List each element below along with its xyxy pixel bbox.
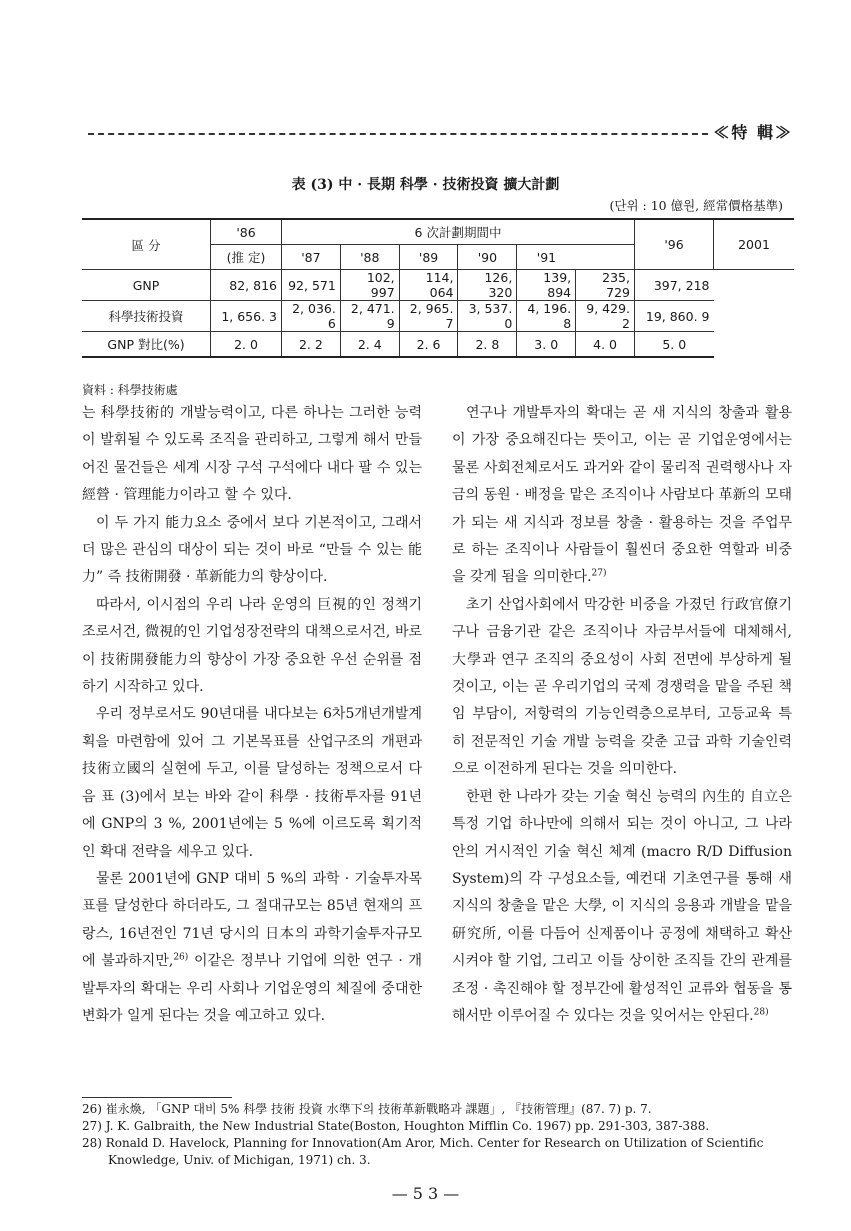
table-cell: 235, 729: [576, 270, 635, 301]
footnotes: [82, 1101, 794, 1169]
header-y87: '87: [282, 245, 341, 270]
right-column: [452, 400, 792, 1030]
table-source: 資料 : 科學技術處: [82, 383, 178, 397]
table-cell: 2, 965. 7: [399, 301, 458, 332]
table-header-row: [82, 219, 794, 245]
table-cell: 2. 2: [282, 332, 341, 358]
row-label: GNP: [82, 270, 211, 301]
paragraph-text: 물론 2001년에 GNP 대비 5 %의 과학 · 기술투자목표를 달성한다 하더라도, 그 절대규모는 85년 현재의 프랑스, 16년전인 71년 당시의 日本의 과학기술투자규모에 불과하지만,: [82, 870, 422, 970]
footnote: 28) Ronald D. Havelock, Planning for Innovation(Am Aror, Mich. Center for Research on Utilization of Scientific Knowledge, Univ. of Michigan, 1971) ch. 3.: [82, 1136, 764, 1167]
table-cell: 114, 064: [399, 270, 458, 301]
table-cell: 126, 320: [458, 270, 517, 301]
table-cell: 139, 894: [517, 270, 576, 301]
header-y89: '89: [399, 245, 458, 270]
header-y88: '88: [340, 245, 399, 270]
table-cell: 9, 429. 2: [576, 301, 635, 332]
header-y96: '96: [635, 219, 714, 270]
footnote: 27) J. K. Galbraith, the New Industrial State(Boston, Houghton Mifflin Co. 1967) pp. 291-303, 387-388.: [82, 1119, 710, 1133]
table-cell: 82, 816: [211, 270, 282, 301]
table-cell: 2. 0: [211, 332, 282, 358]
investment-plan-table: [82, 218, 794, 358]
paragraph: [82, 866, 422, 1030]
table-cell: 3, 537. 0: [458, 301, 517, 332]
paragraph: 우리 정부로서도 90년대를 내다보는 6차5개년개발계획을 마련함에 있어 그 기본목표를 산업구조의 개편과 技術立國의 실현에 두고, 이를 달성하는 정책으로서 다음 표 (3)에서 보는 바와 같이 科學 · 技術투자를 91년에 GNP의 3 %, 2001년에는 5 %에 이르도록 획기적인 확대 전략을 세우고 있다.: [82, 706, 422, 860]
left-column: [82, 400, 422, 1030]
section-mark: ≪特 輯≫: [713, 123, 793, 142]
table-row: [82, 301, 794, 332]
table-cell: 102, 997: [340, 270, 399, 301]
table-cell: 1, 656. 3: [211, 301, 282, 332]
paragraph-text: 한편 한 나라가 갖는 기술 혁신 능력의 內生的 自立은 특정 기업 하나만에 의해서 되는 것이 아니고, 그 나라 안의 거시적인 기술 혁신 체계 (macro R/D Diffusion System)의 각 구성요소들, 예컨대 기초연구를 통해 새지식의 창출을 맡은 大學, 이 지식의 응용과 개발을 맡을 研究所, 이를 다듬어 신제품이나 공정에 채택하고 확산시켜야 할 기업, 그리고 이들 상이한 조직들 간의 관계를 조정 · 촉진해야 할 정부간에 활성적인 교류와 협동을 통해서만 이루어질 수 있다는 것을 잊어서는 안된다.: [452, 788, 792, 1024]
footnote: 26) 崔永煥, 「GNP 대비 5% 科學 技術 投資 水準下의 技術革新戰略과 課題」, 『技術管理』(87. 7) p. 7.: [82, 1102, 652, 1116]
paragraph-text: 연구나 개발투자의 확대는 곧 새 지식의 창출과 활용이 가장 중요해진다는 뜻이고, 이는 곧 기업운영에서는 물론 사회전체로서도 과거와 같이 물리적 권력행사나 자금의 동원 · 배정을 맡은 조직이나 사람보다 革新의 모태가 되는 새 지식과 정보를 창출 · 활용하는 것을 주업무로 하는 조직이나 사람들이 훨씬더 중요한 역할과 비중을 갖게 됨을 의미한다.: [452, 405, 792, 586]
row-label: 科學技術投資: [82, 301, 211, 332]
table-cell: 3. 0: [517, 332, 576, 358]
table-cell: 2, 471. 9: [340, 301, 399, 332]
header-y90: '90: [458, 245, 517, 270]
header-y86: '86: [211, 219, 282, 245]
footnote-rule: [82, 1097, 232, 1098]
header-y2001: 2001: [714, 219, 795, 270]
table-cell: 4. 0: [576, 332, 635, 358]
footnote-ref: 27): [591, 568, 607, 579]
paragraph: 초기 산업사회에서 막강한 비중을 가졌던 行政官僚기구나 금융기관 같은 조직이나 자금부서들에 대체해서, 大學과 연구 조직의 중요성이 사회 전면에 부상하게 될 것이고, 이는 곧 우리기업의 국제 경쟁력을 맡을 주된 책임 부담이, 저항력의 기능인력층으로부터, 고등교육 특히 전문적인 기술 개발 능력을 갖춘 고급 과학 기술인력으로 이전하게 된다는 것을 의미한다.: [452, 596, 792, 778]
header-category: 區 分: [82, 219, 211, 270]
table-cell: 4, 196. 8: [517, 301, 576, 332]
table-cell: 2, 036. 6: [282, 301, 341, 332]
header-plan-period: 6 次計劃期間中: [282, 219, 635, 245]
paragraph: 따라서, 이시점의 우리 나라 운영의 巨視的인 정책기조로서건, 微視的인 기업성장전략의 대책으로서건, 바로 이 技術開發能力의 향상이 가장 중요한 우선 순위를 점하기 시작하고 있다.: [82, 596, 422, 696]
table-cell: 2. 6: [399, 332, 458, 358]
paragraph: 는 科學技術的 개발능력이고, 다른 하나는 그러한 능력이 발휘될 수 있도록 조직을 관리하고, 그렇게 해서 만들어진 물건들은 세계 시장 구석 구석에다 내다 팔 수 있는 經營 · 管理能力이라고 할 수 있다.: [82, 405, 422, 504]
footnote-ref: 26): [173, 952, 189, 963]
table-row: [82, 332, 794, 358]
table-cell: 19, 860. 9: [635, 301, 714, 332]
table-row: [82, 270, 794, 301]
footnote-ref: 28): [753, 1007, 769, 1018]
header-y91: '91: [517, 245, 576, 270]
table-cell: 92, 571: [282, 270, 341, 301]
table-cell: 2. 4: [340, 332, 399, 358]
header-dashed-rule: [88, 133, 708, 135]
table-cell: 2. 8: [458, 332, 517, 358]
row-label: GNP 對比(%): [82, 332, 211, 358]
paragraph-text: 이같은 정부나 기업에 의한 연구 · 개발투자의 확대는 우리 사회나 기업운영의 체질에 중대한 변화가 일게 된다는 것을 예고하고 있다.: [82, 953, 423, 1024]
table-cell: 397, 218: [635, 270, 714, 301]
paragraph: 이 두 가지 能力요소 중에서 보다 기본적이고, 그래서 더 많은 관심의 대상이 되는 것이 바로 “만들 수 있는 能力” 즉 技術開發 · 革新能力의 향상이다.: [82, 514, 422, 586]
page-number: — 5 3 —: [391, 1184, 460, 1203]
header-y86-note: (推 定): [211, 245, 282, 270]
table-unit-note: (단위 : 10 億원, 經常價格基準): [609, 198, 783, 213]
paragraph: [452, 784, 792, 1031]
table-cell: 5. 0: [635, 332, 714, 358]
table-title: 表 (3) 中 · 長期 科學 · 技術投資 擴大計劃: [291, 177, 560, 193]
paragraph: [452, 400, 792, 592]
